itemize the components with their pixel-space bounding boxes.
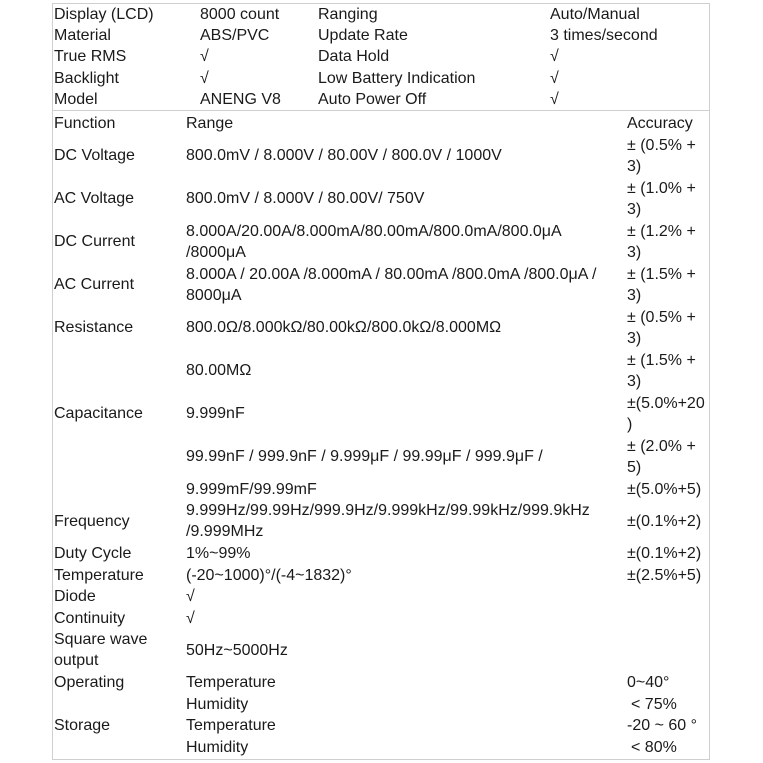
function-cell: AC Voltage	[54, 190, 135, 207]
spec-label: Data Hold	[318, 48, 390, 65]
checkmark-icon: √	[186, 610, 195, 627]
accuracy-cell: < 80%	[631, 739, 677, 756]
section-divider	[52, 110, 709, 111]
range-cell: 8.000A/20.00A/8.000mA/80.00mA/800.0mA/800.0μA /8000μA	[186, 223, 561, 261]
function-cell: Continuity	[54, 610, 126, 627]
checkmark-icon: √	[200, 70, 209, 87]
range-cell: 800.0Ω/8.000kΩ/80.00kΩ/800.0kΩ/8.000MΩ	[186, 319, 502, 336]
column-header-range: Range	[186, 115, 234, 132]
accuracy-cell: < 75%	[631, 696, 677, 713]
spec-value: ABS/PVC	[200, 27, 270, 44]
spec-label: Model	[54, 91, 98, 108]
column-header-accuracy: Accuracy	[627, 115, 693, 132]
accuracy-cell: ± (2.0% + 5)	[627, 438, 696, 476]
spec-value: ANENG V8	[200, 91, 281, 108]
checkmark-icon: √	[186, 588, 195, 605]
accuracy-cell: ± (1.5% + 3)	[627, 352, 696, 390]
spec-label: Material	[54, 27, 111, 44]
accuracy-cell: ± (1.5% + 3)	[627, 266, 696, 304]
range-cell: 50Hz~5000Hz	[186, 642, 288, 659]
range-cell: 9.999Hz/99.99Hz/999.9Hz/9.999kHz/99.99kHz/999.9kHz /9.999MHz	[186, 502, 590, 540]
range-cell: Temperature	[186, 674, 276, 691]
accuracy-cell: ±(0.1%+2)	[627, 513, 702, 530]
accuracy-cell: ±(2.5%+5)	[627, 567, 702, 584]
checkmark-icon: √	[200, 48, 209, 65]
spec-label: True RMS	[54, 48, 127, 65]
function-cell: Temperature	[54, 567, 144, 584]
accuracy-cell: ±(5.0%+20 )	[627, 395, 705, 433]
function-cell: AC Current	[54, 276, 135, 293]
spec-label: Backlight	[54, 70, 119, 87]
function-cell: Capacitance	[54, 405, 143, 422]
function-cell: Square wave output	[54, 631, 148, 669]
function-cell: Frequency	[54, 513, 130, 530]
range-cell: Temperature	[186, 717, 276, 734]
range-cell: 800.0mV / 8.000V / 80.00V/ 750V	[186, 190, 425, 207]
function-cell: DC Current	[54, 233, 135, 250]
accuracy-cell: -20 ~ 60 °	[627, 717, 697, 734]
spec-label: Auto Power Off	[318, 91, 427, 108]
accuracy-cell: ± (0.5% + 3)	[627, 137, 696, 175]
spec-value: Auto/Manual	[550, 6, 640, 23]
range-cell: 8.000A / 20.00A /8.000mA / 80.00mA /800.0mA /800.0μA / 8000μA	[186, 266, 597, 304]
checkmark-icon: √	[550, 70, 559, 87]
function-cell: Resistance	[54, 319, 134, 336]
function-cell: DC Voltage	[54, 147, 135, 164]
range-cell: 1%~99%	[186, 545, 251, 562]
range-cell: 9.999nF	[186, 405, 245, 422]
range-cell: (-20~1000)°/(-4~1832)°	[186, 567, 352, 584]
spec-label: Low Battery Indication	[318, 70, 476, 87]
spec-value: 3 times/second	[550, 27, 658, 44]
spec-label: Display (LCD)	[54, 6, 154, 23]
spec-value: 8000 count	[200, 6, 280, 23]
checkmark-icon: √	[550, 91, 559, 108]
accuracy-cell: ± (0.5% + 3)	[627, 309, 696, 347]
range-cell: 800.0mV / 8.000V / 80.00V / 800.0V / 1000V	[186, 147, 502, 164]
range-cell: Humidity	[186, 739, 249, 756]
accuracy-cell: 0~40°	[627, 674, 670, 691]
accuracy-cell: ±(0.1%+2)	[627, 545, 702, 562]
checkmark-icon: √	[550, 48, 559, 65]
spec-label: Ranging	[318, 6, 378, 23]
function-cell: Diode	[54, 588, 96, 605]
accuracy-cell: ± (1.2% + 3)	[627, 223, 696, 261]
accuracy-cell: ± (1.0% + 3)	[627, 180, 696, 218]
range-cell: 80.00MΩ	[186, 362, 252, 379]
range-cell: 99.99nF / 999.9nF / 9.999μF / 99.99μF / 999.9μF /	[186, 448, 543, 465]
function-cell: Operating	[54, 674, 125, 691]
function-cell: Duty Cycle	[54, 545, 132, 562]
function-cell: Storage	[54, 717, 111, 734]
accuracy-cell: ±(5.0%+5)	[627, 481, 702, 498]
column-header-function: Function	[54, 115, 116, 132]
spec-label: Update Rate	[318, 27, 408, 44]
range-cell: Humidity	[186, 696, 249, 713]
range-cell: 9.999mF/99.99mF	[186, 481, 317, 498]
